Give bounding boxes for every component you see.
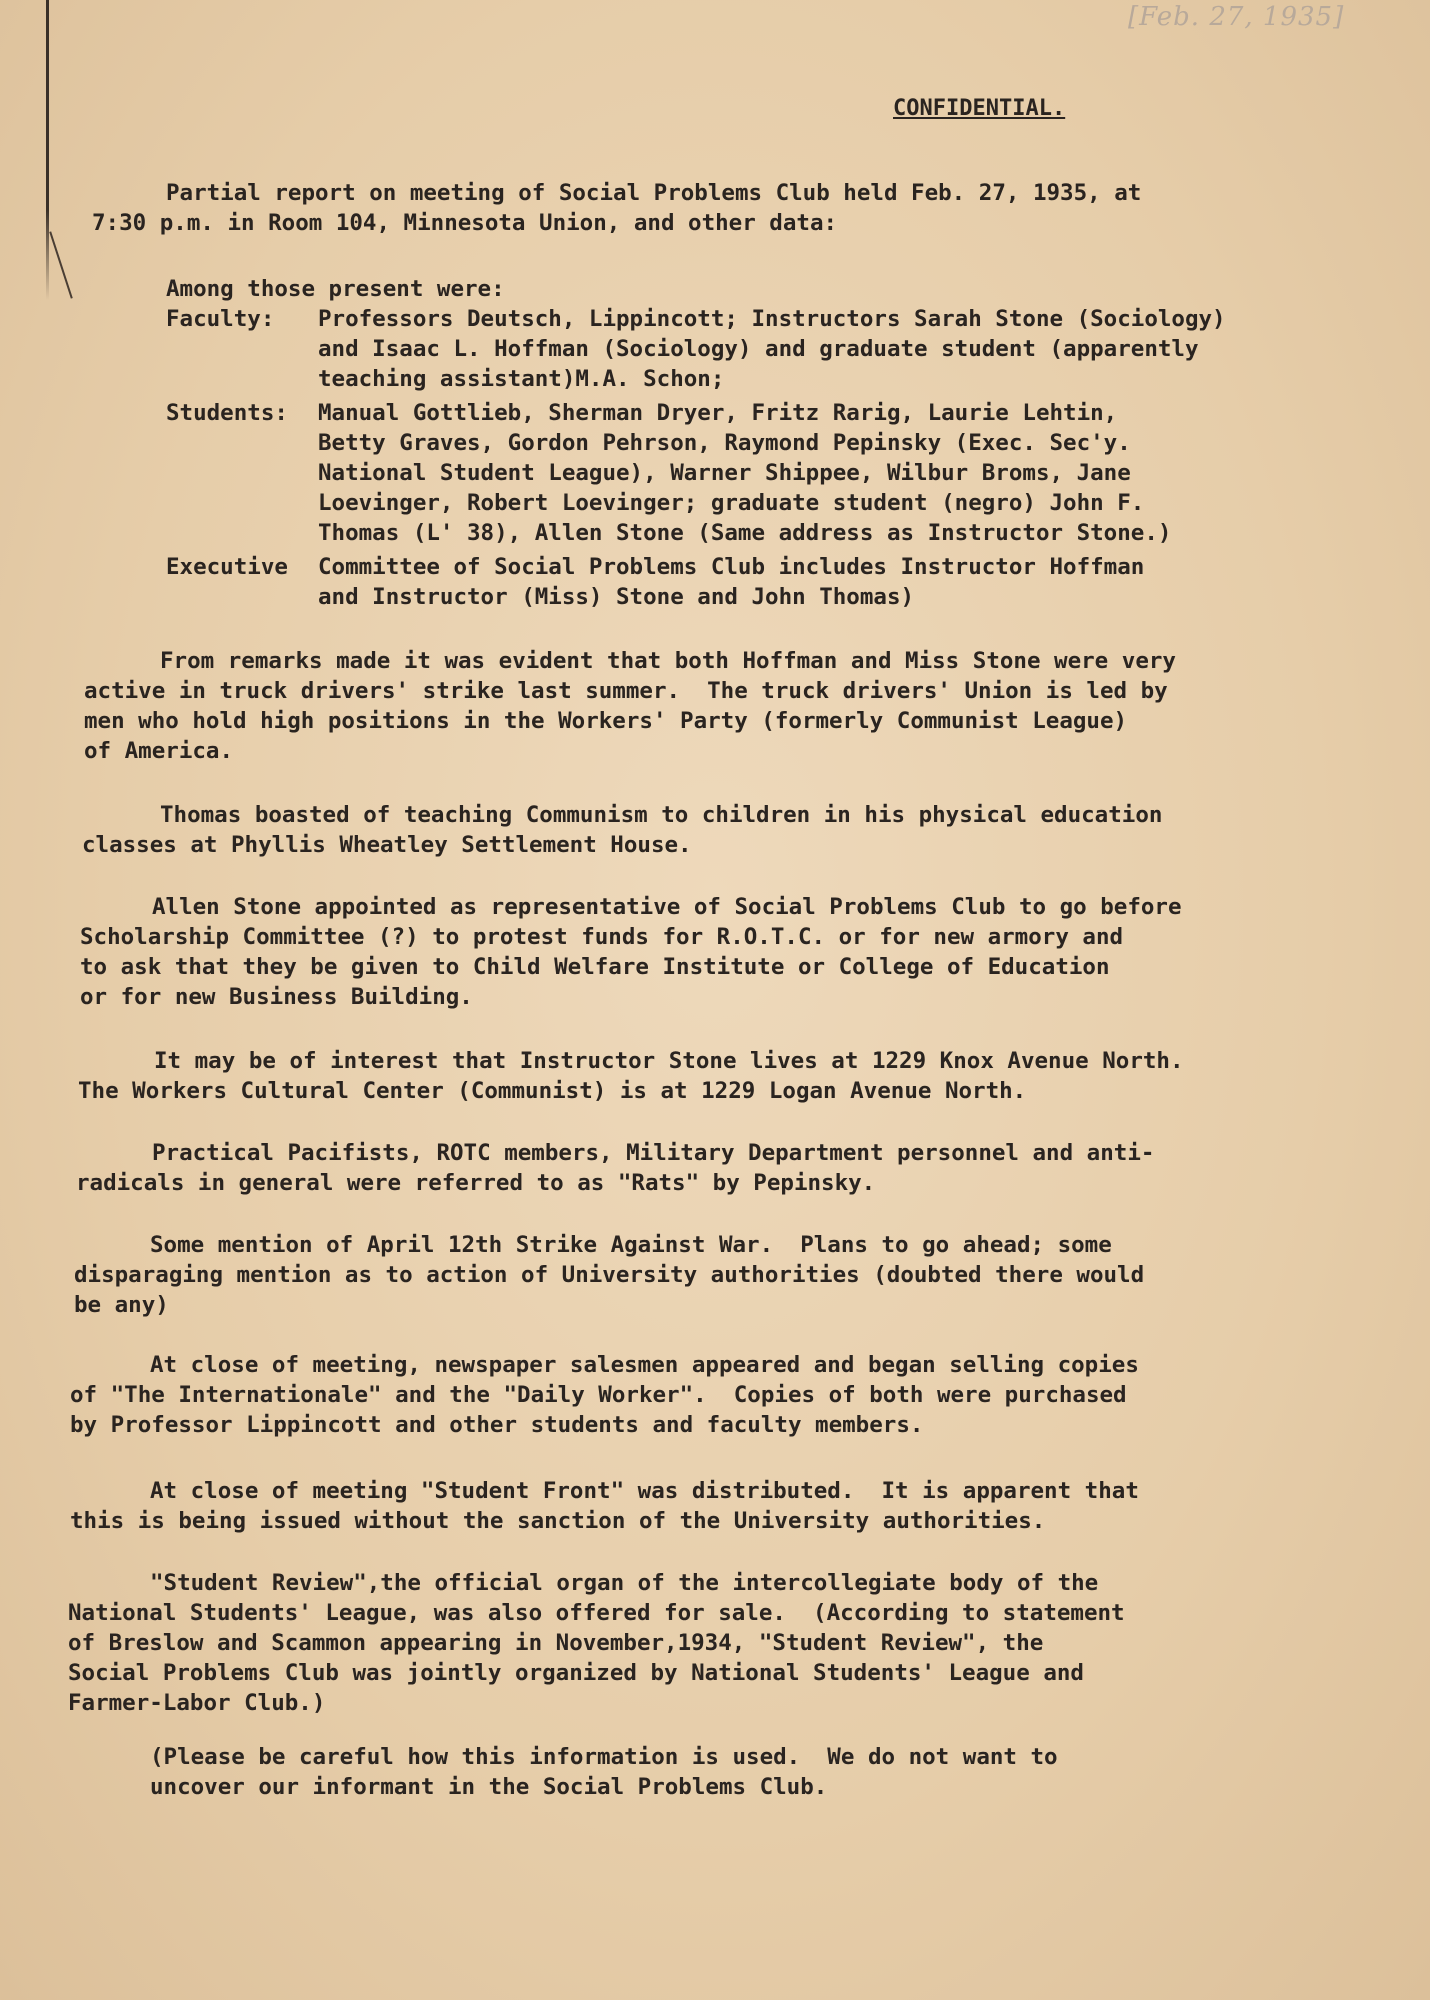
para-line: of "The Internationale" and the "Daily Worker". Copies of both were purchased (70, 1382, 1127, 1408)
para-line: National Students' League, was also offered for sale. (According to statement (68, 1600, 1125, 1626)
faculty-label (166, 304, 274, 334)
faculty-label-text: Faculty: (166, 306, 275, 332)
para-line: "Student Review",the official organ of the intercollegiate body of the (150, 1570, 1099, 1596)
exec-list (318, 552, 1144, 612)
para-line: It may be of interest that Instructor Stone lives at 1229 Knox Avenue North. (154, 1048, 1184, 1074)
faculty-list (318, 304, 1226, 394)
paragraph-april (74, 1230, 1144, 1320)
para-line: by Professor Lippincott and other students and faculty members. (70, 1412, 924, 1438)
students-line: Betty Graves, Gordon Pehrson, Raymond Pepinsky (Exec. Sec'y. (318, 430, 1131, 456)
paragraph-strike (84, 646, 1176, 766)
para-line: this is being issued without the sanction of the University authorities. (70, 1508, 1046, 1534)
attendance-heading-text: Among those present were: (166, 276, 505, 302)
para-line: of America. (84, 738, 234, 764)
para-line: of Breslow and Scammon appearing in November,1934, "Student Review", the (68, 1630, 1044, 1656)
students-label-text: Students: (166, 400, 288, 426)
exec-line: and Instructor (Miss) Stone and John Thomas) (318, 584, 915, 610)
paragraph-address (78, 1046, 1184, 1106)
para-line: be any) (74, 1292, 169, 1318)
para-line: radicals in general were referred to as "Rats" by Pepinsky. (76, 1170, 876, 1196)
para-line: Allen Stone appointed as representative of Social Problems Club to go before (152, 894, 1182, 920)
intro-paragraph-2 (92, 208, 837, 238)
paragraph-review (68, 1568, 1125, 1718)
para-line: (Please be careful how this information is used. We do not want to (150, 1744, 1058, 1770)
paragraph-thomas (82, 800, 1162, 860)
paragraph-newspaper (70, 1350, 1139, 1440)
attendance-heading (166, 274, 505, 304)
paragraph-rats (76, 1138, 1154, 1198)
paragraph-front (70, 1476, 1139, 1536)
intro-line-2: 7:30 p.m. in Room 104, Minnesota Union, and other data: (92, 210, 838, 236)
students-line: National Student League), Warner Shippee, Wilbur Broms, Jane (318, 460, 1131, 486)
margin-line-stroke (49, 231, 73, 298)
faculty-line: Professors Deutsch, Lippincott; Instructors Sarah Stone (Sociology) (318, 306, 1226, 332)
para-line: classes at Phyllis Wheatley Settlement House. (82, 832, 692, 858)
para-line: At close of meeting, newspaper salesmen appeared and began selling copies (150, 1352, 1139, 1378)
para-line: Practical Pacifists, ROTC members, Military Department personnel and anti- (152, 1140, 1155, 1166)
paragraph-careful (150, 1742, 1058, 1802)
para-line: From remarks made it was evident that both Hoffman and Miss Stone were very (160, 648, 1176, 674)
exec-label (166, 552, 288, 582)
para-line: Thomas boasted of teaching Communism to children in his physical education (160, 802, 1163, 828)
handwritten-date: [Feb. 27, 1935] (1128, 2, 1345, 32)
students-list (318, 398, 1171, 548)
para-line: Some mention of April 12th Strike Against War. Plans to go ahead; some (150, 1232, 1112, 1258)
para-line: men who hold high positions in the Workers' Party (formerly Communist League) (84, 708, 1128, 734)
para-line: active in truck drivers' strike last summer. The truck drivers' Union is led by (84, 678, 1168, 704)
classification-heading: CONFIDENTIAL. (893, 96, 1066, 121)
students-line: Thomas (L' 38), Allen Stone (Same address as Instructor Stone.) (318, 520, 1172, 546)
para-line: or for new Business Building. (80, 984, 473, 1010)
intro-line-1: Partial report on meeting of Social Problems Club held Feb. 27, 1935, at (166, 180, 1142, 206)
students-line: Loevinger, Robert Loevinger; graduate student (negro) John F. (318, 490, 1145, 516)
para-line: disparaging mention as to action of University authorities (doubted there would (74, 1262, 1145, 1288)
students-label (166, 398, 288, 428)
faculty-line: teaching assistant)M.A. Schon; (318, 366, 725, 392)
intro-paragraph (166, 178, 1141, 208)
margin-line (46, 0, 49, 300)
para-line: At close of meeting "Student Front" was distributed. It is apparent that (150, 1478, 1139, 1504)
exec-line: Committee of Social Problems Club includes Instructor Hoffman (318, 554, 1145, 580)
faculty-line: and Isaac L. Hoffman (Sociology) and graduate student (apparently (318, 336, 1199, 362)
paragraph-allen (80, 892, 1182, 1012)
para-line: Scholarship Committee (?) to protest funds for R.O.T.C. or for new armory and (80, 924, 1124, 950)
para-line: Farmer-Labor Club.) (68, 1690, 326, 1716)
para-line: Social Problems Club was jointly organized by National Students' League and (68, 1660, 1084, 1686)
para-line: The Workers Cultural Center (Communist) is at 1229 Logan Avenue North. (78, 1078, 1027, 1104)
students-line: Manual Gottlieb, Sherman Dryer, Fritz Rarig, Laurie Lehtin, (318, 400, 1118, 426)
para-line: uncover our informant in the Social Problems Club. (150, 1774, 828, 1800)
exec-label-text: Executive (166, 554, 288, 580)
para-line: to ask that they be given to Child Welfare Institute or College of Education (80, 954, 1110, 980)
